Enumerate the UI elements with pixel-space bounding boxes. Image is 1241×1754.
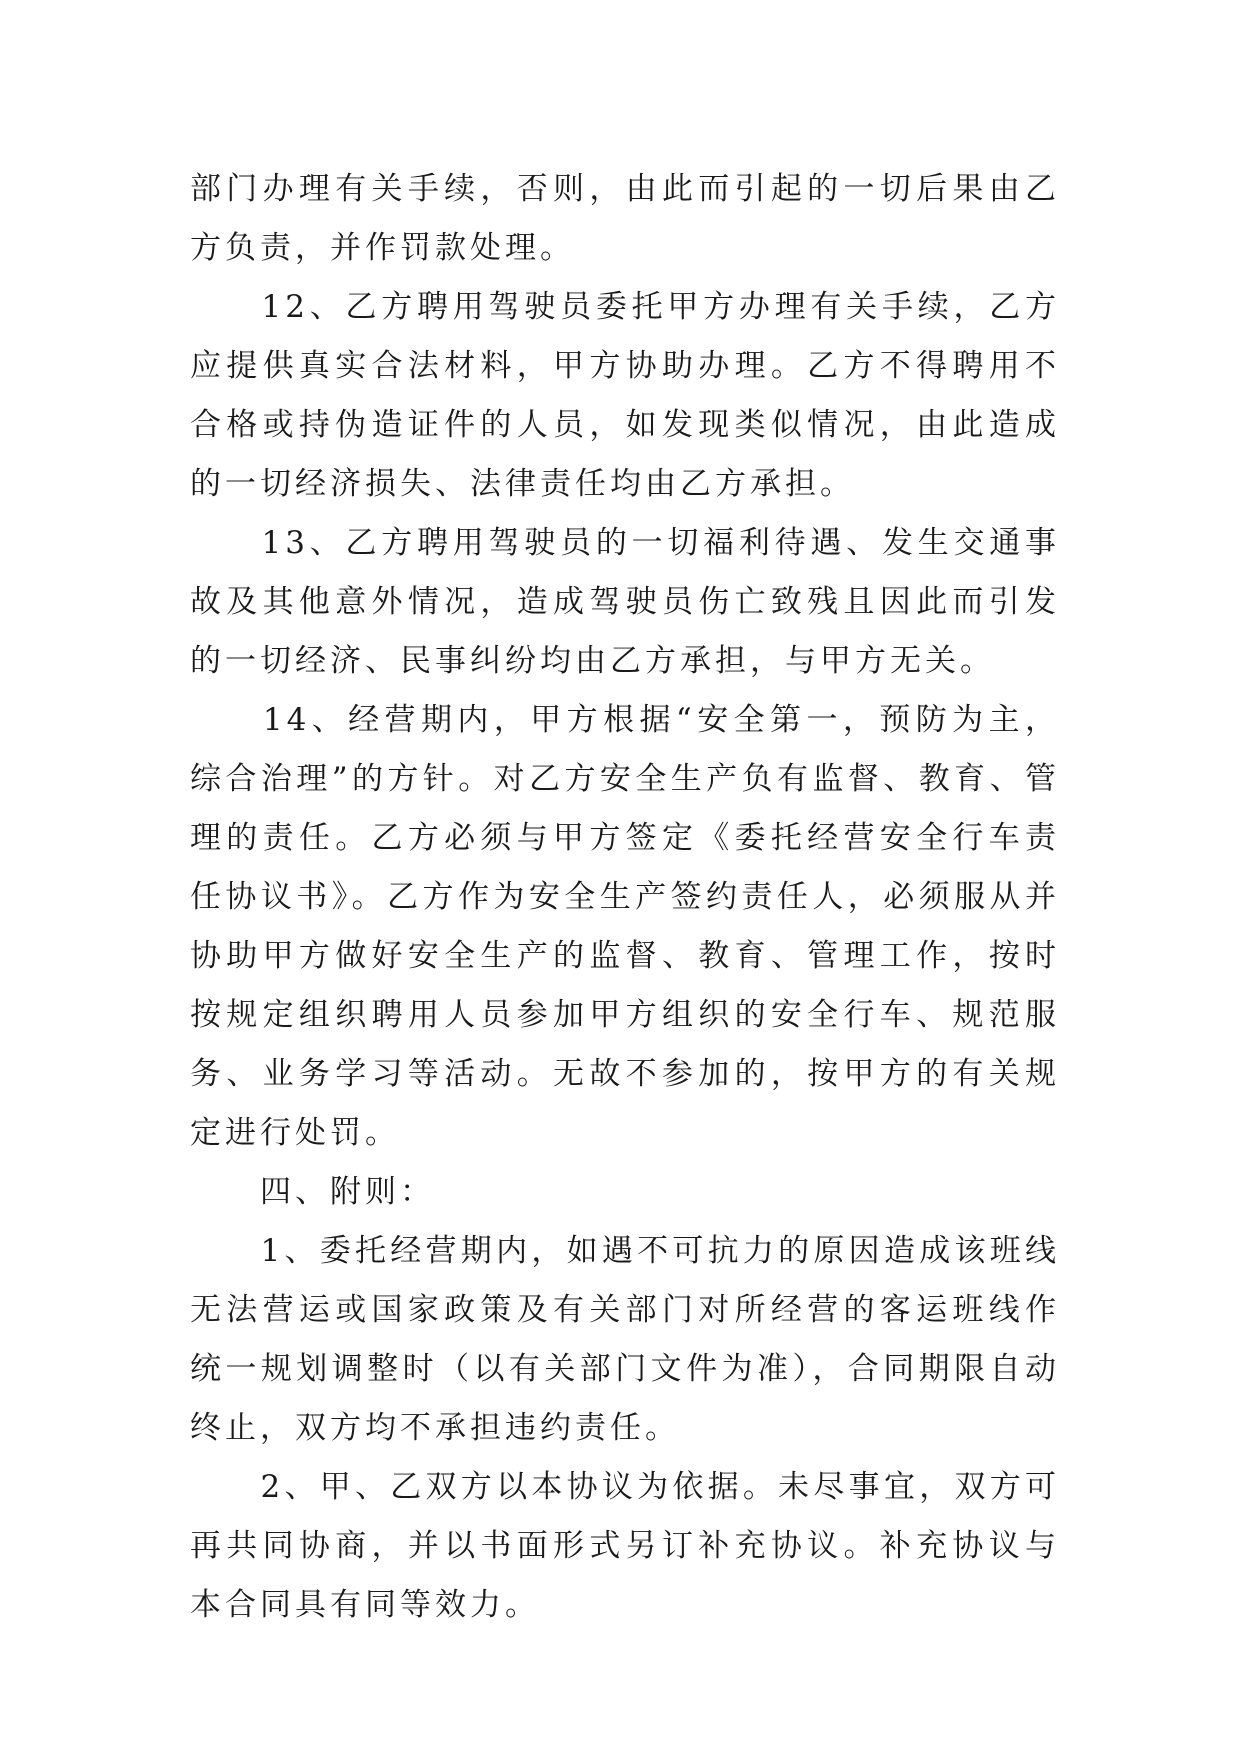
paragraph-clause-13: 13、乙方聘用驾驶员的一切福利待遇、发生交通事故及其他意外情况，造成驾驶员伤亡致残且因此而引发的一切经济、民事纠纷均由乙方承担，与甲方无关。: [190, 525, 1060, 679]
paragraph-continuation: 部门办理有关手续，否则，由此而引起的一切后果由乙方负责，并作罚款处理。: [190, 171, 1060, 266]
paragraph-clause-14: 14、经营期内，甲方根据“安全第一，预防为主，综合治理”的方针。对乙方安全生产负有监督、教育、管理的责任。乙方必须与甲方签定《委托经营安全行车责任协议书》。乙方作为安全生产签约责任人，必须服从并协助甲方做好安全生产的监督、教育、管理工作，按时按规定组织聘用人员参加甲方组织的安全行车、规范服务、业务学习等活动。无故不参加的，按甲方的有关规定进行处罚。: [190, 702, 1060, 1151]
document-body: [190, 160, 1060, 1635]
section-heading-appendix: 四、附则：: [190, 1174, 435, 1210]
paragraph-clause-12: 12、乙方聘用驾驶员委托甲方办理有关手续，乙方应提供真实合法材料，甲方协助办理。乙方不得聘用不合格或持伪造证件的人员，如发现类似情况，由此造成的一切经济损失、法律责任均由乙方承担。: [190, 289, 1060, 502]
paragraph-appendix-1: 1、委托经营期内，如遇不可抗力的原因造成该班线无法营运或国家政策及有关部门对所经营的客运班线作统一规划调整时（以有关部门文件为准），合同期限自动终止，双方均不承担违约责任。: [190, 1233, 1060, 1446]
paragraph-appendix-2: 2、甲、乙双方以本协议为依据。未尽事宜，双方可再共同协商，并以书面形式另订补充协议。补充协议与本合同具有同等效力。: [190, 1469, 1060, 1623]
